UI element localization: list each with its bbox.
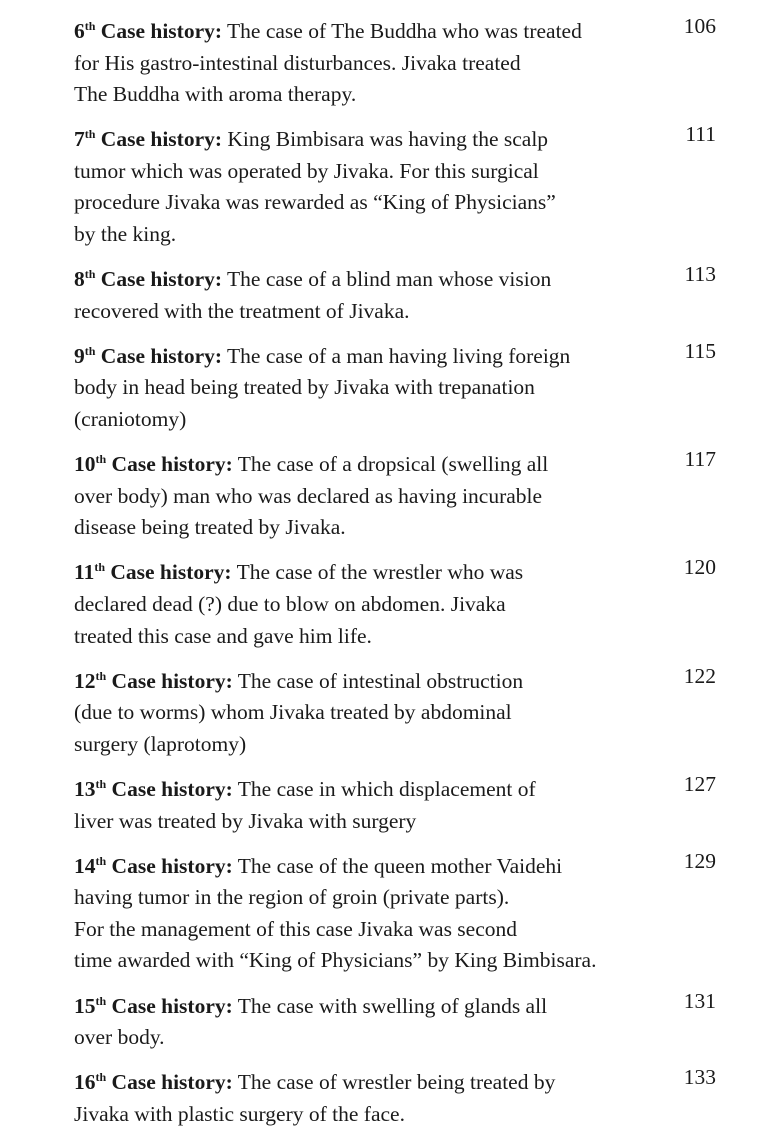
page-number[interactable]: 131	[683, 988, 716, 1013]
page-number[interactable]: 113	[684, 262, 716, 287]
entry-text-line: declared dead (?) due to blow on abdomen. Jivaka	[74, 592, 506, 616]
entry-text-line: treated this case and gave him life.	[74, 623, 372, 648]
case-history-label: Case history:	[95, 127, 223, 152]
entry-text-line: disease being treated by Jivaka.	[74, 515, 346, 540]
toc-entry[interactable]	[74, 661, 734, 761]
ordinal-suffix: th	[84, 267, 96, 282]
case-history-label: Case history:	[106, 452, 233, 477]
entry-label	[74, 854, 233, 878]
page-number[interactable]: 111	[685, 122, 716, 147]
page-number[interactable]: 106	[683, 14, 716, 38]
entry-text: The case of intestinal obstruction	[232, 668, 524, 693]
entry-text-line: Jivaka with plastic surgery of the face.	[74, 1101, 405, 1126]
page-number[interactable]: 129	[683, 848, 716, 873]
case-history-label: Case history:	[106, 1070, 233, 1095]
table-of-contents	[74, 11, 734, 1139]
entry-label	[74, 994, 233, 1018]
entry-text-line: over body.	[74, 1025, 165, 1050]
toc-entry[interactable]	[74, 552, 734, 652]
entry-text-line: (craniotomy)	[74, 407, 187, 432]
page-number[interactable]: 120	[683, 555, 716, 580]
toc-entry[interactable]	[74, 769, 734, 837]
case-history-label: Case history:	[106, 668, 233, 693]
case-number: 15	[74, 993, 96, 1018]
case-history-label: Case history:	[105, 560, 232, 585]
entry-text-line: body in head being treated by Jivaka with trepanation	[74, 375, 535, 400]
toc-entry[interactable]	[74, 11, 734, 111]
case-number: 11	[74, 560, 95, 585]
case-number: 10	[74, 452, 96, 477]
entry-text-line: procedure Jivaka was rewarded as “King of Physicians”	[74, 190, 556, 215]
page-number[interactable]: 133	[683, 1065, 716, 1090]
case-number: 14	[74, 853, 96, 878]
entry-label	[74, 344, 222, 368]
entry-first-line	[74, 444, 654, 481]
entry-first-line	[74, 986, 654, 1023]
entry-text-line: over body) man who was declared as having incurable	[74, 483, 543, 508]
page-number[interactable]: 127	[683, 771, 716, 796]
toc-entry[interactable]	[74, 1062, 734, 1130]
toc-entry[interactable]	[74, 259, 734, 327]
entry-text: The case of the queen mother Vaidehi	[232, 853, 563, 878]
toc-entry[interactable]	[74, 986, 734, 1054]
entry-text-line: surgery (laprotomy)	[74, 731, 247, 756]
entry-first-line	[74, 11, 654, 48]
entry-label	[74, 452, 233, 476]
ordinal-suffix: th	[95, 853, 107, 868]
case-number: 16	[74, 1070, 96, 1095]
case-history-label: Case history:	[95, 267, 223, 292]
ordinal-suffix: th	[95, 668, 107, 683]
entry-text-line: having tumor in the region of groin (private parts).	[74, 885, 510, 910]
toc-entry[interactable]	[74, 336, 734, 436]
entry-text: King Bimbisara was having the scalp	[222, 127, 549, 152]
case-number: 6	[74, 19, 85, 43]
entry-first-line	[74, 661, 654, 698]
ordinal-suffix: th	[84, 343, 96, 358]
case-history-label: Case history:	[106, 776, 233, 801]
case-history-label: Case history:	[106, 853, 233, 878]
case-number: 8	[74, 267, 85, 292]
ordinal-suffix: th	[95, 993, 107, 1008]
entry-text-line: recovered with the treatment of Jivaka.	[74, 298, 410, 323]
toc-entry[interactable]	[74, 846, 734, 977]
entry-text: The case of the wrestler who was	[231, 560, 524, 585]
entry-text-line: liver was treated by Jivaka with surgery	[74, 808, 417, 833]
entry-label	[74, 669, 233, 693]
ordinal-suffix: th	[95, 1070, 107, 1085]
entry-text: The case in which displacement of	[232, 776, 536, 801]
entry-first-line	[74, 259, 654, 296]
entry-text-line: For the management of this case Jivaka was second	[74, 916, 518, 941]
entry-label	[74, 267, 222, 291]
ordinal-suffix: th	[95, 452, 107, 467]
entry-label	[74, 777, 233, 801]
entry-label	[74, 19, 222, 43]
entry-text-line: for His gastro-intestinal disturbances. Jivaka treated	[74, 50, 521, 75]
entry-first-line	[74, 552, 654, 589]
case-number: 13	[74, 776, 96, 801]
ordinal-suffix: th	[84, 19, 96, 33]
case-number: 9	[74, 343, 85, 368]
entry-first-line	[74, 1062, 654, 1099]
entry-label	[74, 1070, 233, 1094]
entry-first-line	[74, 846, 654, 883]
entry-text: The case of a blind man whose vision	[222, 267, 552, 292]
toc-entry[interactable]	[74, 119, 734, 250]
entry-text-line: tumor which was operated by Jivaka. For this surgical	[74, 158, 539, 183]
case-number: 12	[74, 668, 96, 693]
entry-text: The case with swelling of glands all	[232, 993, 548, 1018]
ordinal-suffix: th	[94, 560, 105, 575]
entry-label	[74, 127, 222, 151]
entry-text: The case of a man having living foreign	[222, 343, 571, 368]
entry-text-line: The Buddha with aroma therapy.	[74, 82, 357, 107]
ordinal-suffix: th	[84, 127, 96, 142]
entry-text-line: time awarded with “King of Physicians” by King Bimbisara.	[74, 948, 597, 973]
entry-first-line	[74, 769, 654, 806]
entry-label	[74, 560, 232, 584]
entry-text-line: by the king.	[74, 222, 177, 247]
page-number[interactable]: 122	[683, 663, 716, 688]
entry-text: The case of wrestler being treated by	[232, 1070, 556, 1095]
case-history-label: Case history:	[95, 343, 223, 368]
toc-entry[interactable]	[74, 444, 734, 544]
page-number[interactable]: 115	[684, 338, 716, 363]
entry-text: The case of a dropsical (swelling all	[232, 452, 549, 477]
entry-text-line: (due to worms) whom Jivaka treated by abdominal	[74, 700, 512, 725]
entry-text: The case of The Buddha who was treated	[222, 19, 582, 43]
entry-first-line	[74, 336, 654, 373]
case-history-label: Case history:	[106, 993, 233, 1018]
entry-first-line	[74, 119, 654, 156]
case-history-label: Case history:	[95, 19, 223, 43]
page-number[interactable]: 117	[684, 447, 716, 472]
case-number: 7	[74, 127, 85, 152]
ordinal-suffix: th	[95, 776, 107, 791]
